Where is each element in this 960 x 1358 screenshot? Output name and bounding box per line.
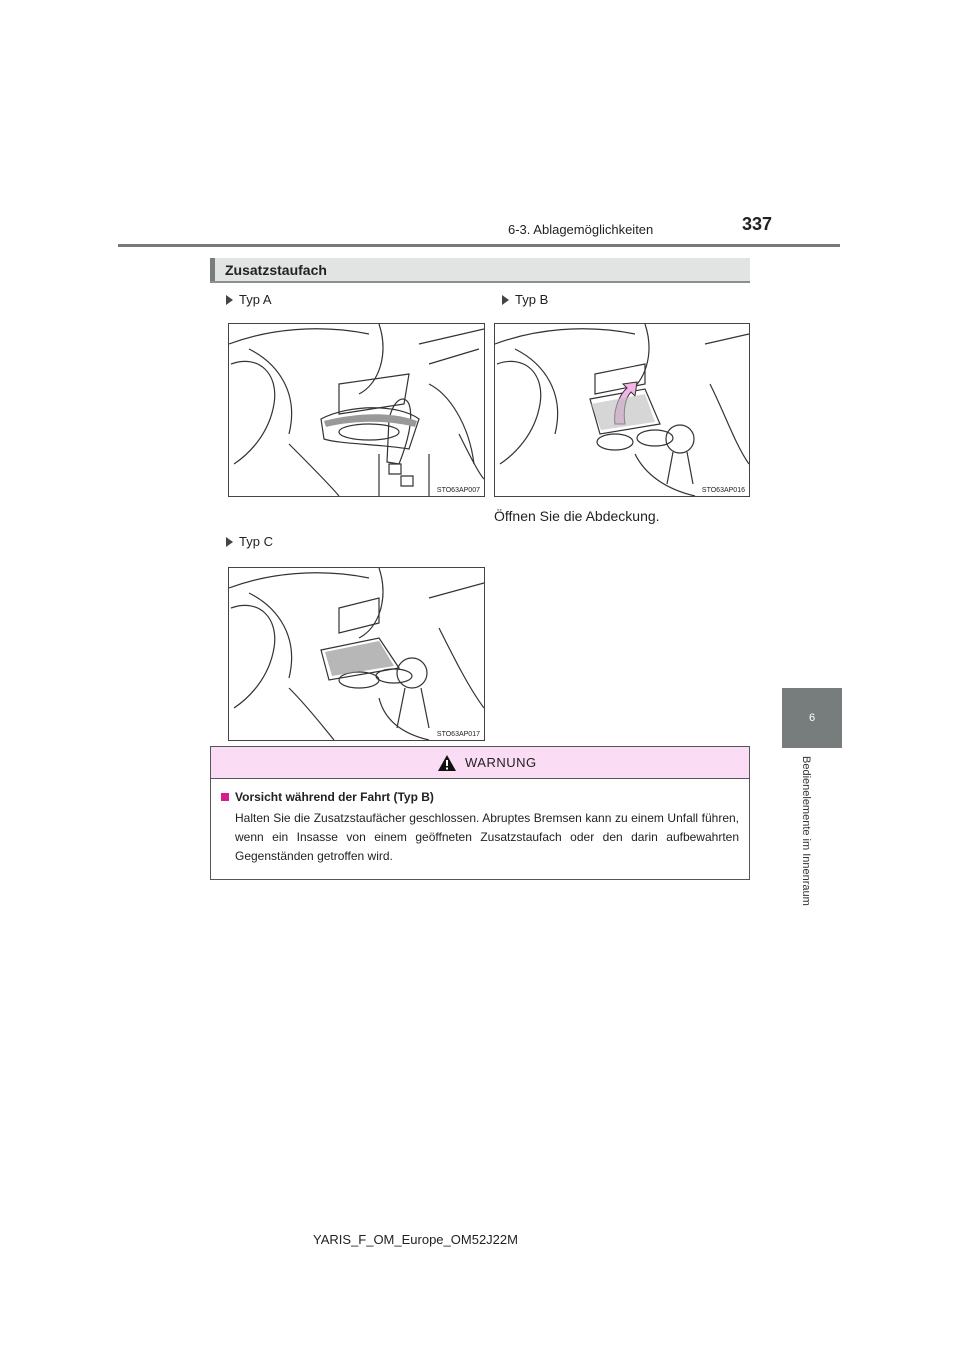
console-illustration-a — [229, 324, 484, 496]
figure-type-c — [228, 567, 485, 741]
heading-accent — [210, 258, 215, 281]
warning-box — [210, 746, 750, 880]
warning-title: WARNUNG — [465, 755, 537, 770]
warning-body: Halten Sie die Zusatzstaufächer geschlossen. Abruptes Bremsen kann zu einem Unfall führen, wenn ein Insasse von einem geöffneten Zusatzstaufach oder den darin aufbewahrten Gegenständen getroffen wird. — [235, 811, 739, 863]
type-a-text: Typ A — [239, 292, 272, 307]
warning-header — [211, 747, 749, 779]
triangle-arrow-icon — [226, 295, 233, 305]
figure-type-b — [494, 323, 750, 497]
type-b-text: Typ B — [515, 292, 549, 307]
chapter-title-vertical — [792, 756, 832, 936]
warning-subheading — [221, 790, 434, 804]
type-a-label — [226, 292, 272, 307]
type-c-label — [226, 534, 273, 549]
page-number: 337 — [742, 214, 773, 234]
chapter-tab — [782, 688, 842, 748]
console-illustration-b — [495, 324, 749, 496]
heading-bar — [210, 258, 750, 283]
warning-subheading-text: Vorsicht während der Fahrt (Typ B) — [235, 790, 434, 804]
figure-code: STO63AP007 — [436, 487, 480, 494]
figure-code: STO63AP017 — [436, 731, 480, 738]
type-c-text: Typ C — [239, 534, 273, 549]
chapter-title: Bedienelemente im Innenraum — [800, 756, 812, 906]
figure-type-a — [228, 323, 485, 497]
triangle-arrow-icon — [226, 537, 233, 547]
warning-triangle-icon — [437, 754, 457, 772]
triangle-arrow-icon — [502, 295, 509, 305]
console-illustration-c — [229, 568, 484, 740]
heading-title: Zusatzstaufach — [225, 262, 327, 278]
pink-square-bullet-icon — [221, 793, 229, 801]
header-rule — [118, 244, 840, 247]
figure-code: STO63AP016 — [701, 487, 745, 494]
chapter-number: 6 — [808, 712, 816, 724]
caption-open-cover: Öffnen Sie die Abdeckung. — [494, 508, 660, 524]
section-title: 6-3. Ablagemöglichkeiten — [508, 222, 654, 237]
type-b-label — [502, 292, 548, 307]
footer-document-id: YARIS_F_OM_Europe_OM52J22M — [313, 1232, 518, 1247]
